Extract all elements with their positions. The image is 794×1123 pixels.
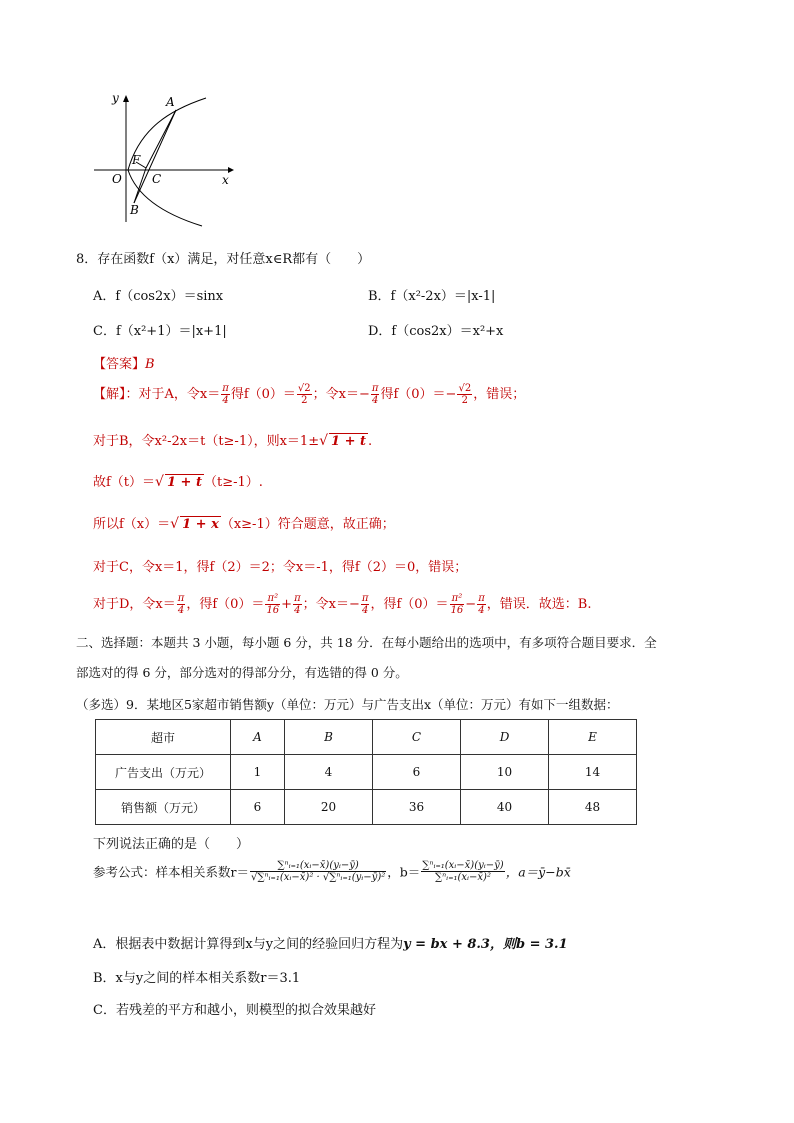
sqrt-expression: 1 + t bbox=[331, 434, 367, 449]
table-cell: 20 bbox=[285, 790, 373, 825]
q9-option-b: B．x与y之间的样本相关系数r＝3.1 bbox=[93, 971, 301, 986]
point-b-label: B bbox=[130, 203, 139, 217]
section-heading-line-1: 二、选择题：本题共 3 小题，每小题 6 分，共 18 分．在每小题给出的选项中，有多项符合题目要求．全 bbox=[76, 635, 657, 650]
sqrt-expression: 1 + x bbox=[182, 517, 219, 532]
q9-prompt: 下列说法正确的是（ ） bbox=[93, 837, 250, 852]
table-cell: 6 bbox=[373, 755, 461, 790]
explain-line-1 bbox=[93, 383, 525, 406]
explain-line-5: 对于C，令x＝1，得f（2）＝2；令x＝-1，得f（2）＝0，错误； bbox=[93, 560, 468, 575]
data-table bbox=[95, 719, 637, 825]
fraction-sqrt2-2: $\frac{√2}{2}$ bbox=[297, 383, 311, 406]
answer-tag: 【答案】 bbox=[93, 357, 146, 372]
reference-label: 参考公式：样本相关系数r＝ bbox=[93, 864, 249, 880]
reference-formula bbox=[93, 860, 571, 883]
table-cell: 36 bbox=[373, 790, 461, 825]
table-cell: 4 bbox=[285, 755, 373, 790]
q9-option-c: C．若残差的平方和越小，则模型的拟合效果越好 bbox=[93, 1003, 376, 1018]
fraction-pi-4: $\frac{\pi}{4}$ bbox=[361, 593, 369, 616]
explain-text: . bbox=[368, 434, 373, 449]
point-c-label: C bbox=[152, 172, 162, 186]
table-header-cell: A bbox=[231, 720, 285, 755]
explain-line-6: 对于D，令x＝ $\frac{\pi}{4}$ ，得f（0）＝ $\frac{\text{π²}}{16}$ + $\frac{\pi}{4}$ ；令x＝− $\frac{\pi}{4}$ ，得f（0）＝ $\frac{\text{π²}}{16}$ − $\frac{\pi}{4}$ ，错误．故选：B. bbox=[93, 593, 592, 616]
explain-tag: 【解】 bbox=[93, 387, 126, 402]
option-a-text: A．根据表中数据计算得到x与y之间的经验回归方程为 bbox=[93, 937, 404, 952]
b-label: ，b＝ bbox=[387, 864, 421, 880]
table-header-cell: C bbox=[373, 720, 461, 755]
fraction-pi-4: $\frac{\pi}{4}$ bbox=[478, 593, 485, 616]
fraction-pi-4: $\frac{\pi}{4}$ bbox=[371, 383, 379, 406]
table-header-cell: B bbox=[285, 720, 373, 755]
fraction-pi2-16: $\frac{\text{π²}}{16}$ bbox=[450, 593, 464, 616]
slope-formula: $\frac{\text{∑ⁿᵢ₌₁(xᵢ−x̄)(yᵢ−ȳ)}}{\text{∑ⁿᵢ₌₁(xᵢ−x̄)²}}$ bbox=[422, 860, 504, 883]
fraction-sqrt2-2: $\frac{√2}{2}$ bbox=[458, 383, 472, 406]
explain-text: ；令x＝− bbox=[312, 387, 370, 402]
q8-option-a: A．f（cos2x）＝sinx bbox=[93, 289, 224, 304]
explain-line-3: 故f（t）＝√ 1 + t （t≥-1）. bbox=[93, 474, 263, 490]
table-cell: 10 bbox=[461, 755, 549, 790]
explain-line-2: 对于B，令x²-2x＝t（t≥-1），则x＝1±√ 1 + t . bbox=[93, 433, 373, 449]
fraction-pi2-16: $\frac{\text{π²}}{16}$ bbox=[266, 593, 280, 616]
answer-line bbox=[93, 353, 155, 372]
q9-option-a bbox=[93, 933, 568, 952]
table-cell: 1 bbox=[231, 755, 285, 790]
table-cell: 14 bbox=[549, 755, 637, 790]
explain-text: ，错误； bbox=[473, 387, 526, 402]
point-a-label: A bbox=[166, 95, 175, 109]
explain-text: ，错误．故选：B. bbox=[486, 597, 592, 612]
point-o-label: O bbox=[112, 172, 122, 186]
section-heading-line-2: 部选对的得 6 分，部分选对的得部分分，有选错的得 0 分。 bbox=[76, 665, 408, 680]
explain-text: ；令x＝− bbox=[302, 597, 360, 612]
sqrt-expression: 1 + t bbox=[166, 475, 202, 490]
explain-text: ，得f（0）＝ bbox=[186, 597, 265, 612]
table-header-cell: E bbox=[549, 720, 637, 755]
explain-text: ，得f（0）＝ bbox=[370, 597, 449, 612]
explain-text: 得f（0）＝− bbox=[380, 387, 457, 402]
x-axis-label: x bbox=[222, 173, 229, 187]
explain-line-4: 所以f（x）＝√ 1 + x （x≥-1）符合题意，故正确； bbox=[93, 516, 395, 532]
table-cell: 6 bbox=[231, 790, 285, 825]
explain-text: 所以f（x）＝ bbox=[93, 517, 171, 532]
table-header-cell: 超市 bbox=[96, 720, 231, 755]
q9-stem: （多选）9．某地区5家超市销售额y（单位：万元）与广告支出x（单位：万元）有如下一组数据： bbox=[76, 697, 619, 712]
explain-text: 得f（0）＝ bbox=[230, 387, 296, 402]
table-cell: 销售额（万元） bbox=[96, 790, 231, 825]
q8-stem: 8．存在函数f（x）满足，对任意x∈R都有（ ） bbox=[76, 252, 371, 267]
point-f-label: F bbox=[132, 153, 141, 167]
fraction-pi-4: $\frac{\pi}{4}$ bbox=[177, 593, 185, 616]
q8-option-d: D．f（cos2x）＝x²+x bbox=[368, 324, 504, 339]
table-header-cell: D bbox=[461, 720, 549, 755]
answer-value: B bbox=[145, 357, 155, 372]
option-a-equation: y = bx + 8.3，则b = 3.1 bbox=[403, 937, 568, 952]
table-cell: 48 bbox=[549, 790, 637, 825]
y-axis-label: y bbox=[112, 91, 119, 105]
parabola-figure bbox=[90, 88, 240, 228]
correlation-formula: $\frac{\text{∑ⁿᵢ₌₁(xᵢ−x̄)(yᵢ−ȳ)}}{\text{√∑ⁿᵢ₌₁(xᵢ−x̄)² · √∑ⁿᵢ₌₁(yᵢ−ȳ)²}}$ bbox=[250, 860, 386, 883]
explain-text: （x≥-1）符合题意，故正确； bbox=[220, 517, 395, 532]
table-row bbox=[96, 790, 637, 825]
explain-text: ：对于A，令x＝ bbox=[125, 387, 221, 402]
q8-option-b: B．f（x²-2x）＝|x-1| bbox=[368, 289, 496, 304]
table-row bbox=[96, 755, 637, 790]
explain-text: 对于B，令x²-2x＝t（t≥-1），则x＝1± bbox=[93, 434, 320, 449]
explain-text: （t≥-1）. bbox=[203, 475, 263, 490]
fraction-pi-4: $\frac{\pi}{4}$ bbox=[294, 593, 301, 616]
intercept-formula: ，a＝ȳ−bx̄ bbox=[505, 864, 571, 880]
explain-text: 对于D，令x＝ bbox=[93, 597, 176, 612]
q8-option-c: C．f（x²+1）＝|x+1| bbox=[93, 324, 227, 339]
table-cell: 40 bbox=[461, 790, 549, 825]
table-row bbox=[96, 720, 637, 755]
fraction-pi-4: $\frac{\pi}{4}$ bbox=[222, 383, 229, 406]
explain-text: 故f（t）＝ bbox=[93, 475, 156, 490]
table-cell: 广告支出（万元） bbox=[96, 755, 231, 790]
